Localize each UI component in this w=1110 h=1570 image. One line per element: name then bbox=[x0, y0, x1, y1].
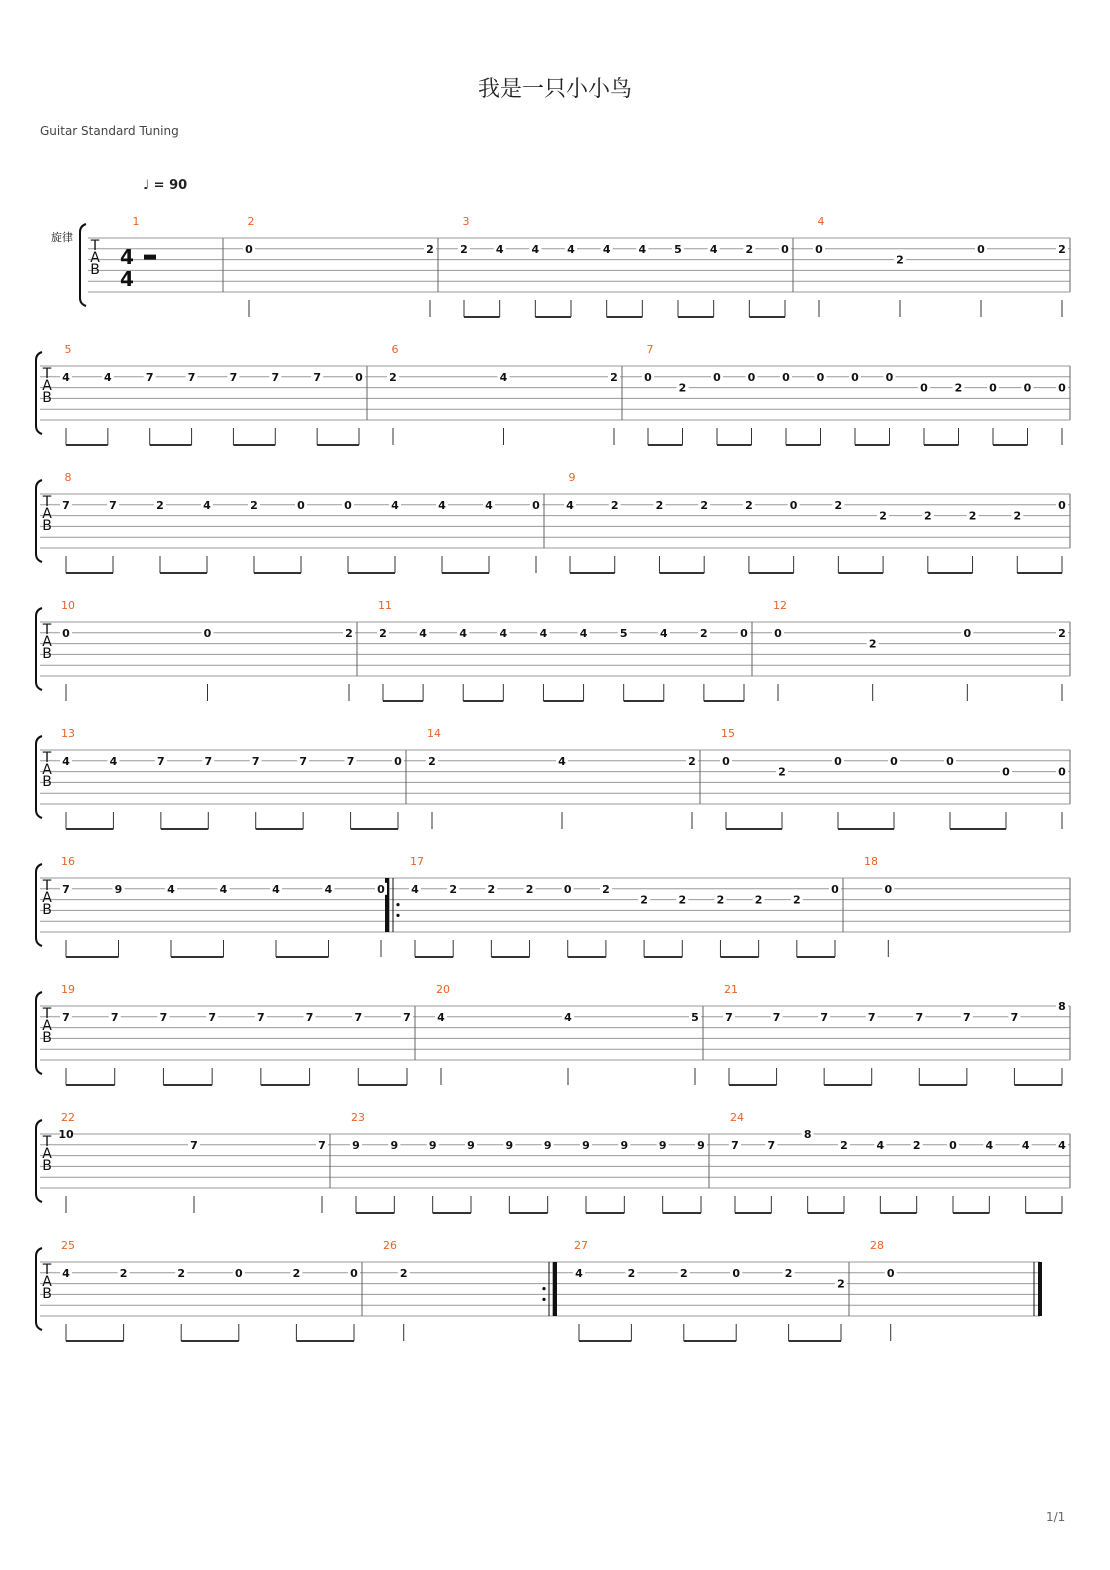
fret-number: 0 bbox=[344, 498, 352, 512]
song-title: 我是一只小小鸟 bbox=[477, 77, 632, 102]
bar-number: 22 bbox=[61, 1111, 75, 1124]
fret-number: 2 bbox=[345, 626, 353, 640]
fret-number: 4 bbox=[638, 242, 647, 256]
fret-number: 2 bbox=[292, 1266, 301, 1280]
bar-number: 27 bbox=[574, 1239, 588, 1252]
tab-letter: A bbox=[42, 890, 52, 906]
fret-number: 2 bbox=[119, 1266, 128, 1280]
fret-number: 2 bbox=[745, 242, 754, 256]
fret-number: 2 bbox=[525, 882, 534, 896]
repeat-dot bbox=[542, 1287, 545, 1290]
fret-number: 7 bbox=[62, 498, 70, 512]
fret-number: 0 bbox=[747, 370, 756, 384]
bar-number: 24 bbox=[730, 1111, 744, 1124]
fret-number: 7 bbox=[731, 1138, 739, 1152]
tab-letter: B bbox=[42, 1286, 52, 1302]
fret-number: 4 bbox=[459, 626, 468, 640]
bar-number: 10 bbox=[61, 599, 75, 612]
fret-number: 2 bbox=[627, 1266, 636, 1280]
tab-letter: A bbox=[42, 1018, 52, 1034]
fret-number: 9 bbox=[467, 1138, 475, 1152]
fret-number: 0 bbox=[885, 370, 894, 384]
fret-number: 4 bbox=[558, 754, 566, 768]
bar-number: 18 bbox=[864, 855, 878, 868]
fret-number: 9 bbox=[505, 1138, 514, 1152]
fret-number: 2 bbox=[778, 765, 786, 779]
fret-number: 4 bbox=[531, 242, 540, 256]
bar-number: 13 bbox=[61, 727, 75, 740]
fret-number: 0 bbox=[350, 1266, 358, 1280]
fret-number: 0 bbox=[203, 626, 212, 640]
fret-number: 4 bbox=[564, 1010, 572, 1024]
fret-number: 0 bbox=[946, 754, 954, 768]
fret-number: 4 bbox=[579, 626, 588, 640]
fret-number: 0 bbox=[355, 370, 363, 384]
fret-number: 0 bbox=[62, 626, 70, 640]
tab-letter: B bbox=[42, 774, 52, 790]
fret-number: 0 bbox=[713, 370, 721, 384]
tab-letter: T bbox=[42, 878, 52, 894]
fret-number: 2 bbox=[679, 1266, 688, 1280]
tab-letter: T bbox=[42, 366, 52, 382]
tab-letter: A bbox=[42, 762, 52, 778]
fret-number: 4 bbox=[566, 498, 574, 512]
fret-number: 0 bbox=[831, 882, 839, 896]
fret-number: 2 bbox=[655, 498, 664, 512]
fret-number: 2 bbox=[792, 893, 801, 907]
fret-number: 2 bbox=[840, 1138, 848, 1152]
system-bracket bbox=[36, 480, 42, 562]
repeat-dot bbox=[542, 1298, 545, 1301]
quarter-note-icon: ♩ bbox=[143, 178, 150, 193]
system-bracket bbox=[36, 608, 42, 690]
fret-number: 7 bbox=[187, 370, 196, 384]
fret-number: 0 bbox=[732, 1266, 741, 1280]
fret-number: 0 bbox=[816, 370, 825, 384]
fret-number: 2 bbox=[678, 893, 687, 907]
tab-letter: A bbox=[42, 506, 52, 522]
tab-letter: A bbox=[42, 1274, 52, 1290]
fret-number: 9 bbox=[114, 882, 123, 896]
fret-number: 0 bbox=[920, 381, 928, 395]
fret-number: 5 bbox=[691, 1010, 699, 1024]
fret-number: 2 bbox=[428, 754, 436, 768]
fret-number: 2 bbox=[912, 1138, 921, 1152]
bar-number: 4 bbox=[817, 215, 825, 228]
fret-number: 8 bbox=[803, 1128, 812, 1141]
fret-number: 0 bbox=[377, 882, 385, 896]
tab-letter: T bbox=[42, 494, 52, 510]
fret-number: 0 bbox=[781, 242, 789, 256]
tab-letter: T bbox=[42, 1134, 52, 1150]
fret-number: 0 bbox=[740, 626, 748, 640]
tuning-label: Guitar Standard Tuning bbox=[40, 124, 179, 138]
fret-number: 2 bbox=[610, 370, 618, 384]
fret-number: 7 bbox=[109, 498, 117, 512]
fret-number: 4 bbox=[495, 242, 504, 256]
fret-number: 4 bbox=[985, 1138, 994, 1152]
tab-letter: B bbox=[42, 1158, 52, 1174]
fret-number: 2 bbox=[834, 498, 843, 512]
fret-number: 0 bbox=[532, 498, 540, 512]
fret-number: 7 bbox=[299, 754, 307, 768]
fret-number: 9 bbox=[543, 1138, 552, 1152]
bar-number: 15 bbox=[721, 727, 735, 740]
fret-number: 4 bbox=[437, 1010, 445, 1024]
fret-number: 10 bbox=[58, 1128, 74, 1141]
fret-number: 7 bbox=[305, 1010, 314, 1024]
fret-number: 2 bbox=[250, 498, 258, 512]
fret-number: 9 bbox=[428, 1138, 437, 1152]
fret-number: 4 bbox=[62, 1266, 70, 1280]
fret-number: 2 bbox=[954, 381, 963, 395]
fret-number: 2 bbox=[1058, 242, 1066, 256]
fret-number: 7 bbox=[110, 1010, 119, 1024]
fret-number: 2 bbox=[700, 626, 708, 640]
fret-number: 0 bbox=[1058, 765, 1066, 779]
fret-number: 4 bbox=[167, 882, 175, 896]
fret-number: 2 bbox=[716, 893, 725, 907]
bar-number: 9 bbox=[568, 471, 576, 484]
bar-number: 6 bbox=[391, 343, 399, 356]
fret-number: 4 bbox=[876, 1138, 885, 1152]
fret-number: 4 bbox=[499, 626, 508, 640]
fret-number: 0 bbox=[963, 626, 972, 640]
fret-number: 2 bbox=[487, 882, 496, 896]
rest-icon bbox=[144, 255, 156, 260]
fret-number: 0 bbox=[774, 626, 782, 640]
fret-number: 7 bbox=[354, 1010, 363, 1024]
fret-number: 9 bbox=[352, 1138, 360, 1152]
tab-letter: A bbox=[42, 634, 52, 650]
fret-number: 7 bbox=[190, 1138, 198, 1152]
system-bracket bbox=[36, 1248, 42, 1330]
bar-number: 2 bbox=[247, 215, 255, 228]
tab-letter: T bbox=[90, 238, 100, 254]
fret-number: 2 bbox=[177, 1266, 186, 1280]
bar-number: 26 bbox=[383, 1239, 397, 1252]
fret-number: 0 bbox=[1058, 381, 1066, 395]
fret-number: 0 bbox=[394, 754, 402, 768]
fret-number: 2 bbox=[923, 509, 932, 523]
fret-number: 0 bbox=[563, 882, 572, 896]
repeat-dot bbox=[396, 903, 399, 906]
fret-number: 9 bbox=[582, 1138, 590, 1152]
tab-letter: B bbox=[42, 646, 52, 662]
fret-number: 4 bbox=[1058, 1138, 1066, 1152]
tab-letter: T bbox=[42, 750, 52, 766]
fret-number: 2 bbox=[460, 242, 468, 256]
bar-number: 8 bbox=[64, 471, 72, 484]
fret-number: 7 bbox=[208, 1010, 216, 1024]
fret-number: 7 bbox=[251, 754, 260, 768]
fret-number: 2 bbox=[837, 1277, 845, 1291]
fret-number: 7 bbox=[257, 1010, 265, 1024]
fret-number: 4 bbox=[391, 498, 399, 512]
bar-number: 19 bbox=[61, 983, 75, 996]
tab-letter: T bbox=[42, 622, 52, 638]
fret-number: 4 bbox=[659, 626, 668, 640]
fret-number: 2 bbox=[602, 882, 610, 896]
fret-number: 0 bbox=[722, 754, 730, 768]
fret-number: 0 bbox=[234, 1266, 243, 1280]
bar-number: 1 bbox=[132, 215, 140, 228]
fret-number: 4 bbox=[109, 754, 118, 768]
fret-number: 4 bbox=[709, 242, 718, 256]
fret-number: 2 bbox=[745, 498, 753, 512]
fret-number: 9 bbox=[620, 1138, 629, 1152]
fret-number: 4 bbox=[539, 626, 548, 640]
tab-letter: B bbox=[42, 518, 52, 534]
system-bracket bbox=[36, 352, 42, 434]
fret-number: 8 bbox=[1058, 1000, 1066, 1013]
fret-number: 0 bbox=[815, 242, 823, 256]
fret-number: 7 bbox=[963, 1010, 971, 1024]
system-bracket bbox=[36, 992, 42, 1074]
bar-number: 23 bbox=[351, 1111, 365, 1124]
fret-number: 2 bbox=[426, 242, 434, 256]
fret-number: 4 bbox=[1021, 1138, 1030, 1152]
fret-number: 4 bbox=[575, 1266, 583, 1280]
fret-number: 7 bbox=[271, 370, 280, 384]
fret-number: 4 bbox=[272, 882, 280, 896]
fret-number: 7 bbox=[157, 754, 165, 768]
system-bracket bbox=[36, 1120, 42, 1202]
bar-number: 20 bbox=[436, 983, 450, 996]
tab-letter: A bbox=[42, 378, 52, 394]
fret-number: 2 bbox=[389, 370, 397, 384]
fret-number: 0 bbox=[245, 242, 253, 256]
system-bracket bbox=[80, 224, 86, 306]
fret-number: 2 bbox=[449, 882, 458, 896]
fret-number: 2 bbox=[156, 498, 164, 512]
tab-letter: T bbox=[42, 1262, 52, 1278]
fret-number: 7 bbox=[915, 1010, 924, 1024]
fret-number: 0 bbox=[644, 370, 652, 384]
fret-number: 0 bbox=[977, 242, 985, 256]
fret-number: 0 bbox=[949, 1138, 957, 1152]
fret-number: 7 bbox=[229, 370, 238, 384]
fret-number: 5 bbox=[619, 626, 628, 640]
fret-number: 7 bbox=[62, 1010, 70, 1024]
fret-number: 4 bbox=[602, 242, 611, 256]
fret-number: 4 bbox=[203, 498, 211, 512]
tab-letter: B bbox=[42, 390, 52, 406]
tab-letter: B bbox=[42, 1030, 52, 1046]
fret-number: 0 bbox=[782, 370, 790, 384]
bar-number: 7 bbox=[646, 343, 654, 356]
fret-number: 7 bbox=[318, 1138, 326, 1152]
time-signature-top: 4 bbox=[120, 245, 134, 269]
repeat-dot bbox=[396, 914, 399, 917]
fret-number: 7 bbox=[313, 370, 321, 384]
fret-number: 0 bbox=[886, 1266, 895, 1280]
fret-number: 0 bbox=[1002, 765, 1010, 779]
tab-letter: B bbox=[90, 262, 100, 278]
fret-number: 0 bbox=[1058, 498, 1066, 512]
fret-number: 0 bbox=[789, 498, 798, 512]
tab-letter: B bbox=[42, 902, 52, 918]
fret-number: 7 bbox=[867, 1010, 876, 1024]
fret-number: 9 bbox=[697, 1138, 705, 1152]
fret-number: 2 bbox=[399, 1266, 408, 1280]
fret-number: 0 bbox=[1023, 381, 1032, 395]
fret-number: 4 bbox=[438, 498, 446, 512]
bar-number: 21 bbox=[724, 983, 738, 996]
system-bracket bbox=[36, 864, 42, 946]
fret-number: 4 bbox=[411, 882, 419, 896]
bar-number: 17 bbox=[410, 855, 424, 868]
tab-letter: T bbox=[42, 1006, 52, 1022]
fret-number: 4 bbox=[219, 882, 228, 896]
fret-number: 4 bbox=[499, 370, 508, 384]
fret-number: 7 bbox=[204, 754, 213, 768]
fret-number: 7 bbox=[62, 882, 70, 896]
fret-number: 7 bbox=[725, 1010, 733, 1024]
bar-number: 3 bbox=[462, 215, 470, 228]
fret-number: 9 bbox=[390, 1138, 399, 1152]
fret-number: 4 bbox=[419, 626, 427, 640]
time-signature-bottom: 4 bbox=[120, 267, 134, 291]
fret-number: 0 bbox=[884, 882, 893, 896]
bar-number: 5 bbox=[64, 343, 72, 356]
fret-number: 4 bbox=[324, 882, 333, 896]
system-bracket bbox=[36, 736, 42, 818]
fret-number: 5 bbox=[674, 242, 682, 256]
fret-number: 0 bbox=[890, 754, 898, 768]
fret-number: 2 bbox=[700, 498, 709, 512]
fret-number: 4 bbox=[62, 754, 70, 768]
fret-number: 4 bbox=[104, 370, 112, 384]
page-number: 1/1 bbox=[1046, 1510, 1066, 1524]
fret-number: 2 bbox=[868, 637, 877, 651]
fret-number: 4 bbox=[62, 370, 70, 384]
fret-number: 7 bbox=[159, 1010, 168, 1024]
bar-number: 28 bbox=[870, 1239, 884, 1252]
fret-number: 0 bbox=[297, 498, 305, 512]
fret-number: 9 bbox=[658, 1138, 667, 1152]
bar-number: 14 bbox=[427, 727, 441, 740]
fret-number: 4 bbox=[485, 498, 493, 512]
fret-number: 2 bbox=[688, 754, 696, 768]
fret-number: 2 bbox=[640, 893, 648, 907]
fret-number: 2 bbox=[968, 509, 977, 523]
bar-number: 25 bbox=[61, 1239, 75, 1252]
fret-number: 2 bbox=[754, 893, 763, 907]
fret-number: 2 bbox=[379, 626, 387, 640]
bar-number: 11 bbox=[378, 599, 392, 612]
fret-number: 2 bbox=[1013, 509, 1022, 523]
fret-number: 7 bbox=[767, 1138, 776, 1152]
fret-number: 0 bbox=[989, 381, 997, 395]
fret-number: 2 bbox=[1058, 626, 1066, 640]
fret-number: 4 bbox=[567, 242, 575, 256]
bar-number: 16 bbox=[61, 855, 75, 868]
fret-number: 2 bbox=[784, 1266, 793, 1280]
fret-number: 0 bbox=[834, 754, 842, 768]
fret-number: 2 bbox=[879, 509, 887, 523]
fret-number: 7 bbox=[403, 1010, 411, 1024]
tab-letter: A bbox=[90, 250, 100, 266]
tempo-value: = 90 bbox=[153, 178, 188, 193]
bar-number: 12 bbox=[773, 599, 787, 612]
fret-number: 2 bbox=[896, 253, 904, 267]
fret-number: 2 bbox=[678, 381, 687, 395]
fret-number: 7 bbox=[1010, 1010, 1019, 1024]
fret-number: 7 bbox=[772, 1010, 781, 1024]
track-name: 旋律 bbox=[51, 231, 73, 244]
tab-letter: A bbox=[42, 1146, 52, 1162]
fret-number: 2 bbox=[610, 498, 619, 512]
fret-number: 7 bbox=[145, 370, 154, 384]
fret-number: 7 bbox=[346, 754, 355, 768]
fret-number: 0 bbox=[851, 370, 859, 384]
fret-number: 7 bbox=[820, 1010, 828, 1024]
